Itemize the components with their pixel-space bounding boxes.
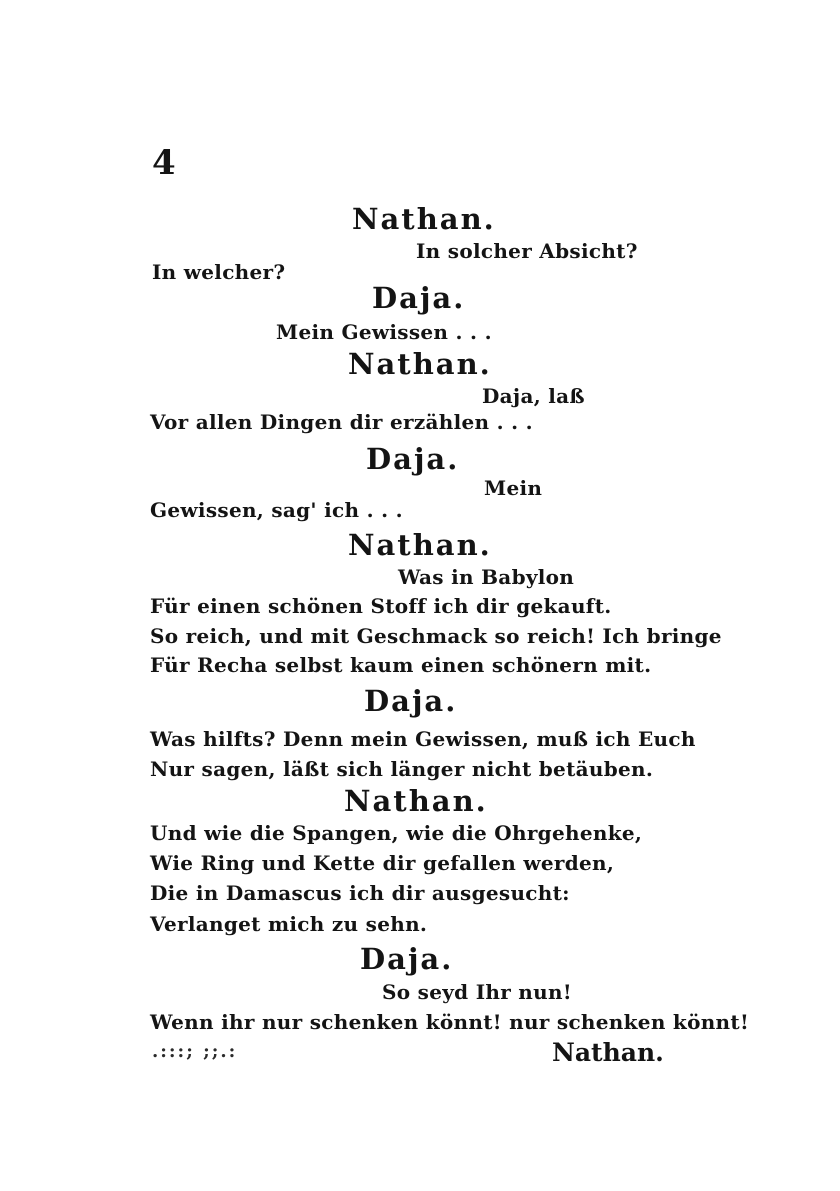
speaker-heading-daja: Daja.: [366, 442, 460, 476]
verse-line: Verlanget mich zu sehn.: [150, 912, 428, 936]
catchword: Nathan.: [552, 1038, 664, 1067]
verse-line: Wenn ihr nur schenken könnt! nur schenken könnt!: [150, 1010, 750, 1034]
verse-line: Mein Gewissen . . .: [276, 320, 492, 344]
verse-line: Wie Ring und Kette dir gefallen werden,: [150, 851, 615, 875]
page-number: 4: [152, 143, 176, 183]
verse-line: Was in Babylon: [398, 565, 575, 589]
verse-line: Gewissen, sag' ich . . .: [150, 498, 403, 522]
speaker-heading-daja: Daja.: [364, 684, 458, 718]
verse-line: So reich, und mit Geschmack so reich! Ich bringe: [150, 624, 722, 648]
speaker-heading-nathan: Nathan.: [348, 347, 492, 381]
verse-line: In solcher Absicht?: [416, 239, 638, 263]
verse-line: Für einen schönen Stoff ich dir gekauft.: [150, 594, 612, 618]
verse-line: Nur sagen, läßt sich länger nicht betäuben.: [150, 757, 654, 781]
speaker-heading-nathan: Nathan.: [348, 528, 492, 562]
speaker-heading-nathan: Nathan.: [352, 202, 496, 236]
speaker-heading-daja: Daja.: [372, 281, 466, 315]
verse-line: Für Recha selbst kaum einen schönern mit.: [150, 653, 652, 677]
verse-line: Vor allen Dingen dir erzählen . . .: [150, 410, 533, 434]
verse-line: Und wie die Spangen, wie die Ohrgehenke,: [150, 821, 643, 845]
verse-line: Daja, laß: [482, 384, 585, 408]
speaker-heading-nathan: Nathan.: [344, 784, 488, 818]
verse-line: Die in Damascus ich dir ausgesucht:: [150, 881, 570, 905]
bleed-through-marks: .:::; ;;.:: [152, 1041, 238, 1062]
verse-line: In welcher?: [152, 260, 286, 284]
verse-line: Was hilfts? Denn mein Gewissen, muß ich Euch: [150, 727, 696, 751]
speaker-heading-daja: Daja.: [360, 942, 454, 976]
verse-line: Mein: [484, 476, 543, 500]
verse-line: So seyd Ihr nun!: [382, 980, 572, 1004]
